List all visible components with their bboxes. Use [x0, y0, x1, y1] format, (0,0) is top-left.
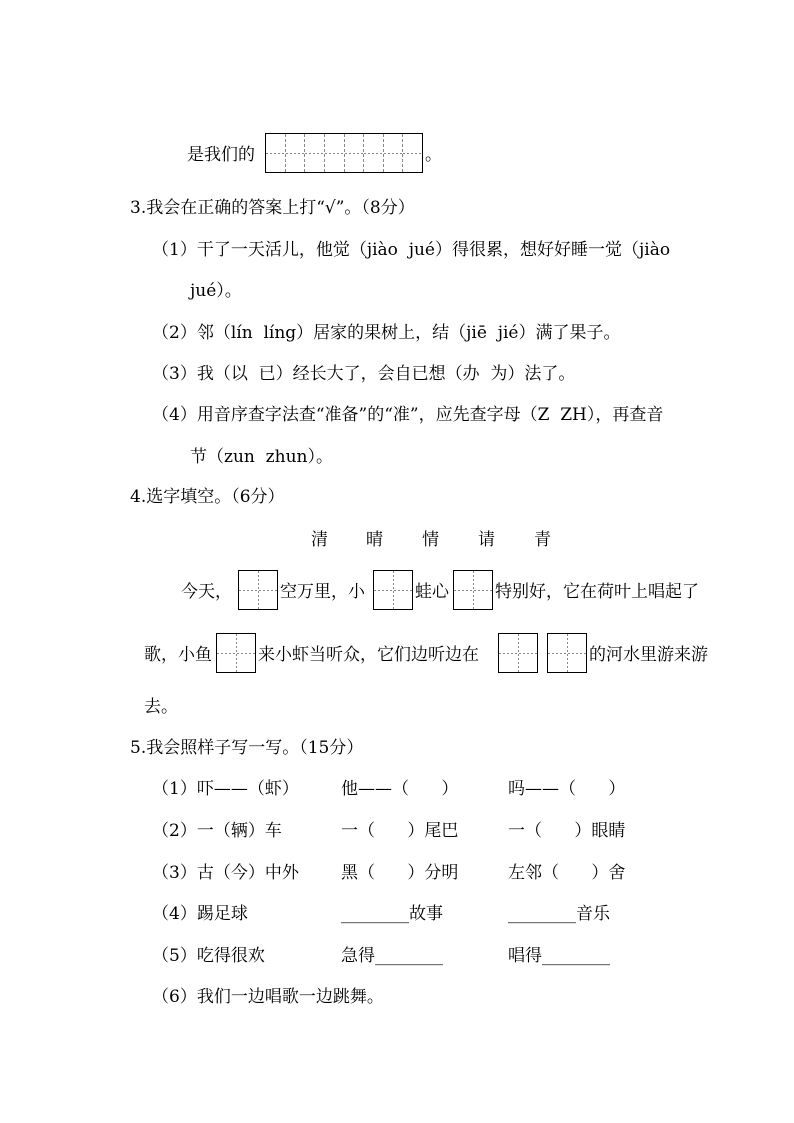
q5-row2-col1: （2）一（辆）车 [152, 821, 282, 841]
q4-para2-b: 来小虾当听众，它们边听边在 [258, 645, 479, 665]
q4-answer-box-5[interactable] [498, 633, 538, 673]
q4-choice-4: 请 [478, 530, 495, 550]
q5-row2-col3: 一（ ）眼睛 [508, 821, 626, 841]
q5-row4-col1: （4）踢足球 [152, 904, 248, 924]
q4-choice-5: 青 [534, 530, 551, 550]
q5-row5-col2: 急得________ [341, 946, 443, 966]
q4-para3: 去。 [144, 697, 178, 717]
q3-item-3: （3）我（以 已）经长大了，会自已想（办 为）法了。 [152, 364, 576, 384]
q4-choice-1: 清 [311, 530, 328, 550]
q4-answer-box-2[interactable] [373, 570, 413, 610]
q5-row4-col3: ________音乐 [508, 904, 610, 924]
top-line-suffix: 。 [425, 145, 442, 165]
top-line-prefix: 是我们的 [187, 145, 255, 165]
q4-answer-box-6[interactable] [547, 633, 587, 673]
q3-item-1: （1）干了一天活儿，他觉（jiào jué）得很累，想好好睡一觉（jiào [152, 240, 671, 260]
q5-row2-col2: 一（ ）尾巴 [341, 821, 459, 841]
q5-row5-col1: （5）吃得很欢 [152, 946, 265, 966]
answer-writing-grid[interactable] [265, 133, 423, 173]
q5-row1-col3: 吗——（ ） [508, 779, 626, 799]
q3-item-1-cont: jué）。 [190, 281, 242, 301]
q5-row3-col2: 黑（ ）分明 [341, 863, 459, 883]
q4-answer-box-4[interactable] [216, 633, 256, 673]
q4-para1-c: 蛙心 [415, 582, 449, 602]
q4-para1-b: 空万里，小 [280, 582, 365, 602]
grid-cell [286, 134, 306, 172]
q5-row1-col2: 他——（ ） [341, 779, 459, 799]
q4-heading: 4.选字填空。（6分） [130, 487, 285, 507]
q5-row5-col3: 唱得________ [508, 946, 610, 966]
q4-para1-a: 今天， [181, 582, 232, 602]
grid-cell [403, 134, 422, 172]
q5-row1-col1: （1）吓——（虾） [152, 779, 299, 799]
grid-cell [266, 134, 286, 172]
q4-para2-c: 的河水里游来游 [589, 645, 708, 665]
q4-para1-d: 特别好，它在荷叶上唱起了 [495, 582, 699, 602]
grid-cell [384, 134, 404, 172]
q4-answer-box-1[interactable] [238, 570, 278, 610]
q4-answer-box-3[interactable] [453, 570, 493, 610]
q5-row3-col3: 左邻（ ）舍 [508, 863, 626, 883]
q3-item-4-cont: 节（zun zhun）。 [190, 447, 333, 467]
q3-item-4: （4）用音序查字法查“准备”的“准”，应先查字母（Z ZH），再查音 [152, 405, 664, 425]
grid-cell [305, 134, 325, 172]
grid-cell [325, 134, 345, 172]
q5-heading: 5.我会照样子写一写。（15分） [130, 738, 364, 758]
grid-cell [345, 134, 365, 172]
q4-choice-2: 晴 [366, 530, 383, 550]
q4-choice-3: 情 [422, 530, 439, 550]
q5-row4-col2: ________故事 [341, 904, 443, 924]
q5-row6-col1: （6）我们一边唱歌一边跳舞。 [152, 987, 384, 1007]
q4-para2-a: 歌，小鱼 [144, 645, 212, 665]
q3-item-2: （2）邻（lín líng）居家的果树上，结（jiē jié）满了果子。 [152, 323, 621, 343]
grid-cell [364, 134, 384, 172]
q5-row3-col1: （3）古（今）中外 [152, 863, 299, 883]
q3-heading: 3.我会在正确的答案上打“√”。（8分） [130, 198, 415, 218]
